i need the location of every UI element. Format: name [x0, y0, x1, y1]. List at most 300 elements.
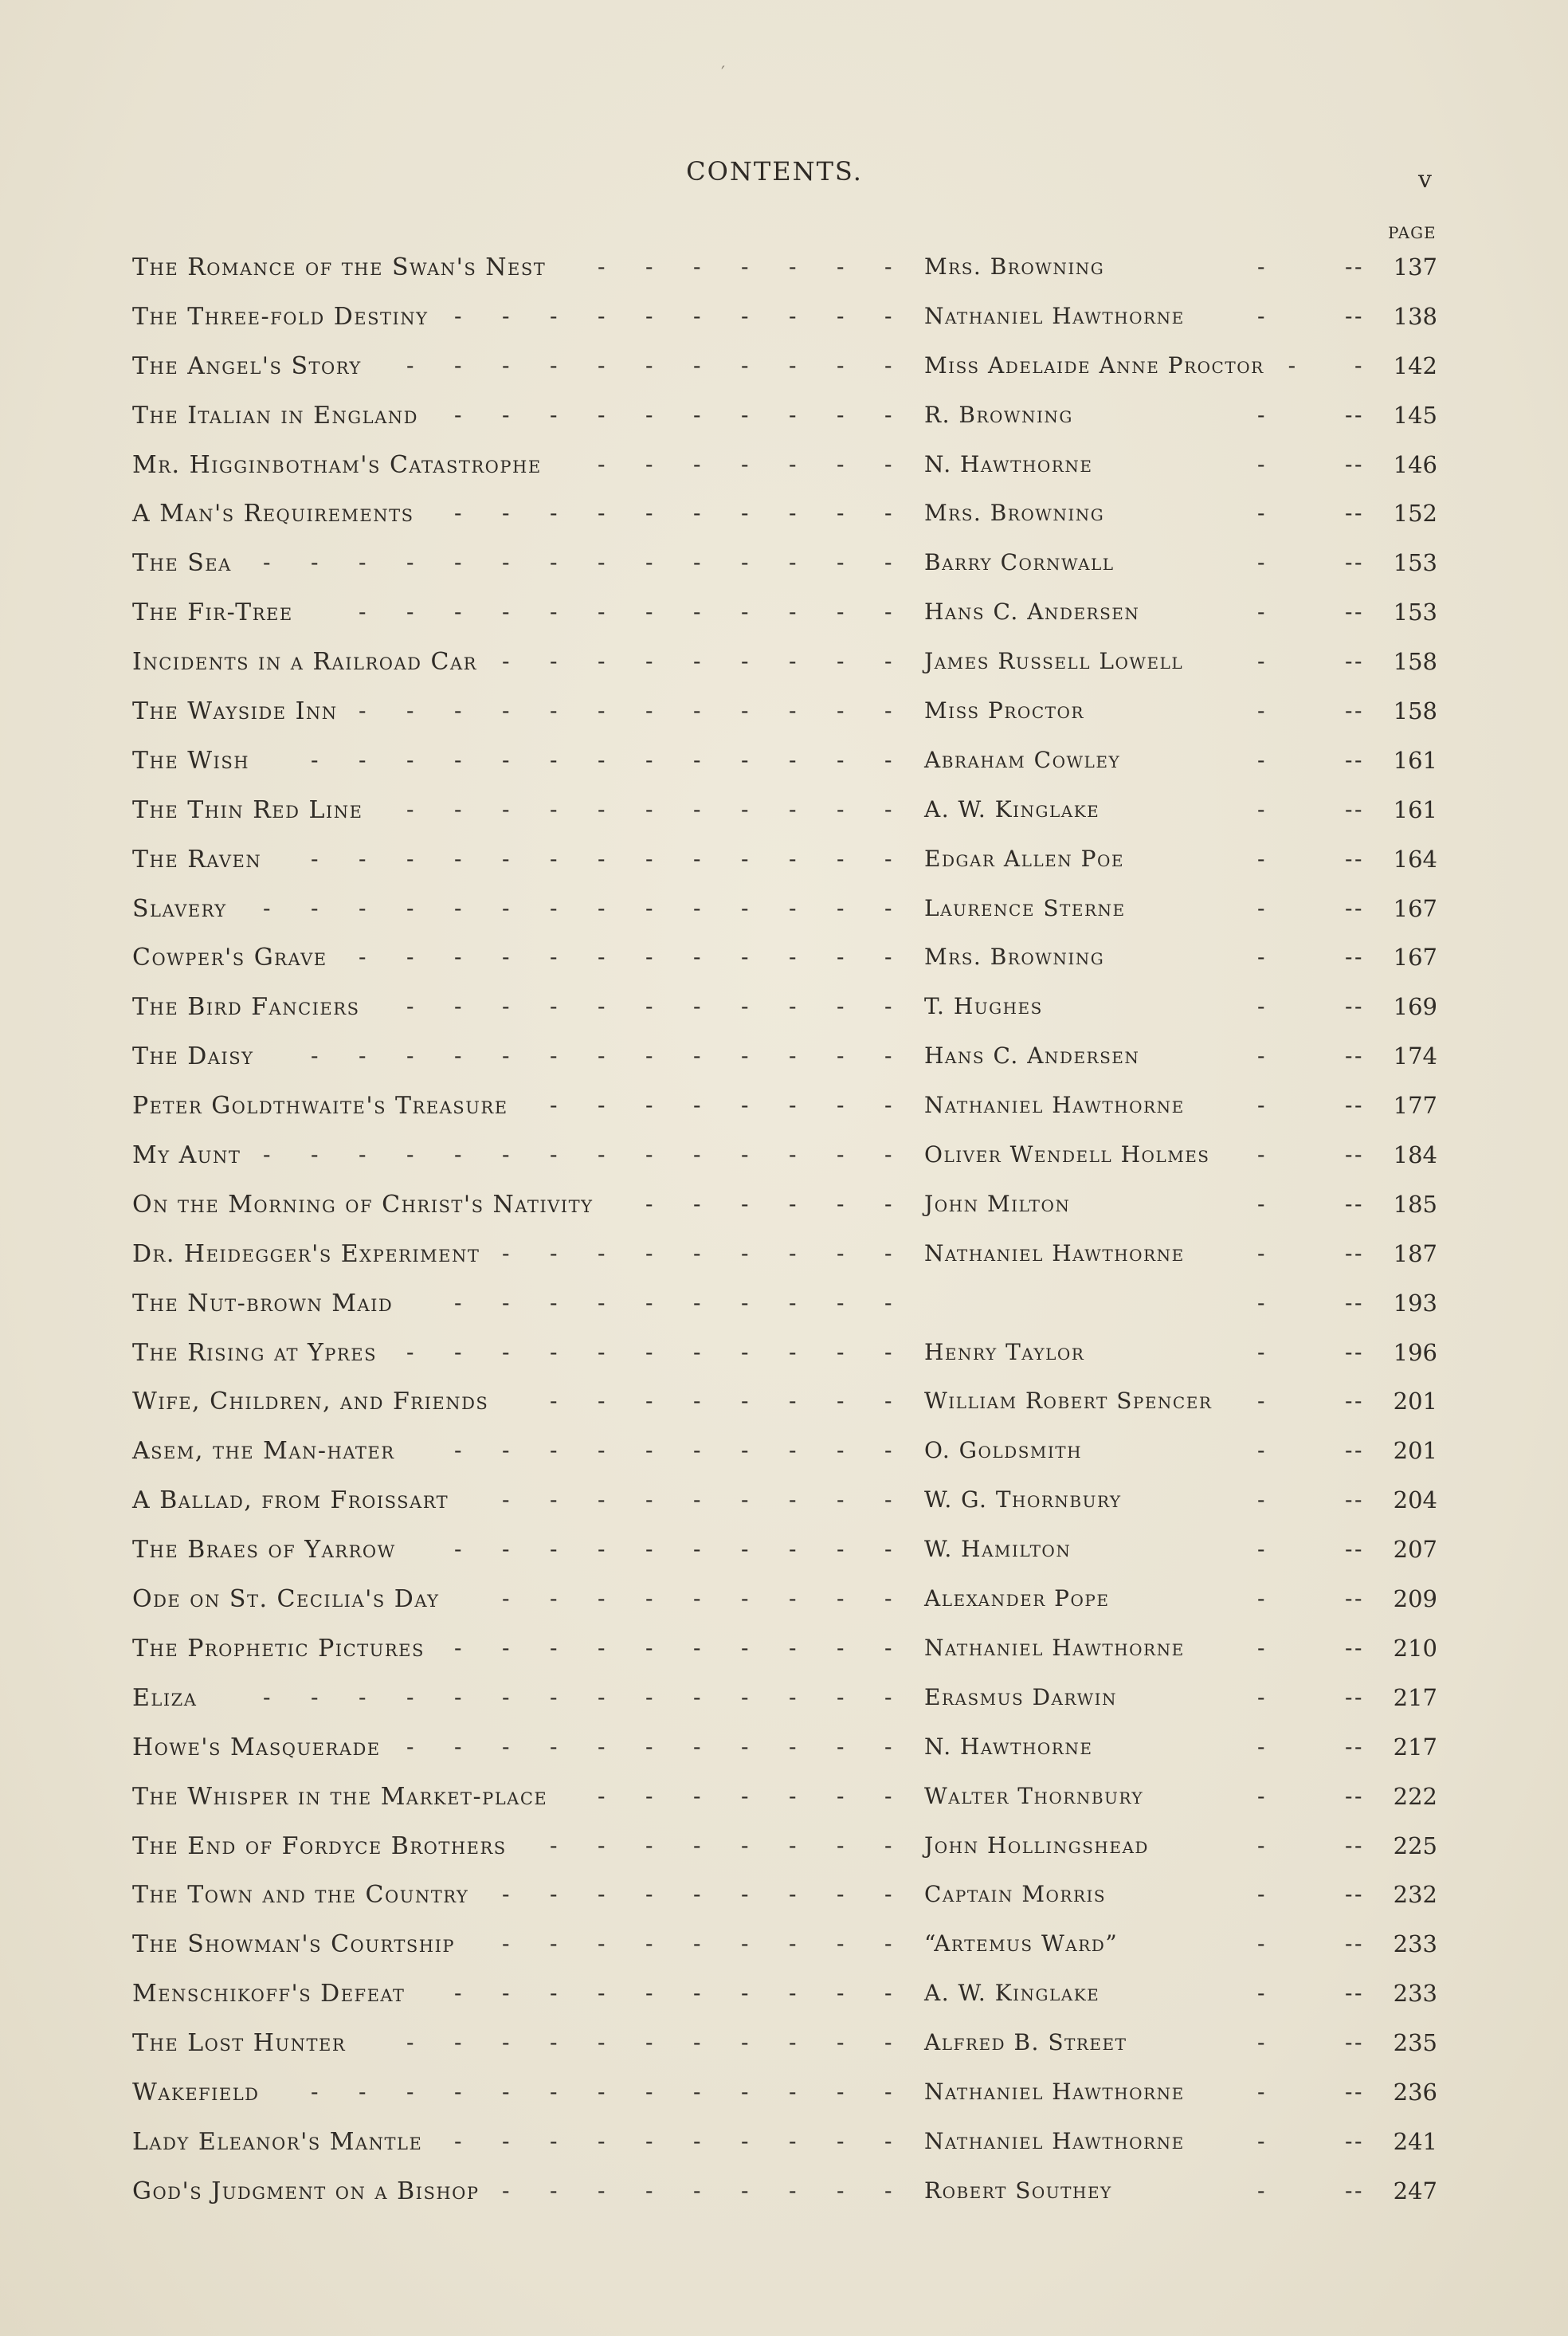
leader-dash: - [1354, 1338, 1362, 1365]
leader-dash: - [645, 1042, 653, 1070]
entry-title: A Ballad, from Froissart [132, 1486, 449, 1515]
entry-page-number: 161 [1393, 746, 1437, 774]
leader-dash: - [1257, 1190, 1265, 1217]
leader-dash: - [693, 2127, 701, 2154]
leader-dash: - [598, 1881, 606, 1908]
leader-dash: - [837, 2177, 845, 2204]
contents-entry [0, 2165, 1568, 2214]
leader-dash: - [1257, 302, 1265, 329]
leader-dash: - [884, 894, 892, 921]
leader-dash: - [1354, 549, 1362, 576]
entry-page-number: 152 [1393, 500, 1437, 528]
leader-dash: - [598, 746, 606, 773]
leader-dash: - [1345, 2029, 1353, 2056]
leader-dash: - [693, 894, 701, 921]
leader-dash: - [550, 500, 558, 527]
leader-dash: - [550, 746, 558, 773]
leader-dash: - [645, 1782, 653, 1809]
leader-dash: - [837, 1634, 845, 1661]
leader-dash: - [1257, 1683, 1265, 1710]
leader-dash: - [789, 599, 797, 626]
leader-dash: - [598, 599, 606, 626]
leader-dash: - [789, 1980, 797, 2007]
leader-dash: - [598, 1930, 606, 1957]
leader-dash: - [406, 2029, 414, 2056]
leader-dash: - [693, 1782, 701, 1809]
leader-dash: - [645, 2078, 653, 2105]
leader-dash: - [789, 302, 797, 329]
entry-title: Lady Eleanor's Mantle [132, 2127, 423, 2156]
leader-dash: - [645, 1338, 653, 1365]
contents-entry [0, 340, 1568, 389]
entry-title: Cowper's Grave [132, 944, 327, 972]
leader-dash: - [502, 2029, 510, 2056]
leader-dash: - [406, 795, 414, 823]
entry-author: Alexander Pope [924, 1585, 1110, 1612]
leader-dash: - [789, 2078, 797, 2105]
leader-dash: - [645, 993, 653, 1020]
leader-dash: - [263, 894, 271, 921]
leader-dash: - [1354, 302, 1362, 329]
entry-page-number: 153 [1393, 599, 1437, 626]
leader-dash: - [454, 1437, 462, 1464]
leader-dash: - [1257, 549, 1265, 576]
leader-dash: - [741, 302, 749, 329]
leader-dash: - [693, 1683, 701, 1710]
leader-dash: - [789, 1782, 797, 1809]
leader-dash: - [789, 450, 797, 477]
leader-dash: - [884, 450, 892, 477]
leader-dash: - [502, 1239, 510, 1266]
leader-dash: - [263, 1141, 271, 1168]
leader-dash: - [789, 993, 797, 1020]
leader-dash: - [1257, 1486, 1265, 1513]
entry-author: William Robert Spencer [924, 1388, 1213, 1415]
entry-author: Barry Cornwall [924, 549, 1115, 576]
leader-dash: - [837, 2078, 845, 2105]
leader-dash: - [1345, 450, 1353, 477]
entry-author: Henry Taylor [924, 1338, 1085, 1365]
leader-dash: - [598, 1782, 606, 1809]
leader-dash: - [837, 1782, 845, 1809]
leader-dash: - [884, 1042, 892, 1070]
leader-dash: - [550, 2078, 558, 2105]
entry-title: Slavery [132, 894, 227, 923]
leader-dash: - [1354, 1289, 1362, 1316]
leader-dash: - [1354, 1634, 1362, 1661]
leader-dash: - [789, 1634, 797, 1661]
leader-dash: - [359, 1042, 367, 1070]
leader-dash: - [598, 2078, 606, 2105]
leader-dash: - [550, 549, 558, 576]
leader-dash: - [789, 1239, 797, 1266]
leader-dash: - [550, 1930, 558, 1957]
leader-dash: - [693, 1930, 701, 1957]
leader-dash: - [741, 1486, 749, 1513]
leader-dash: - [502, 302, 510, 329]
leader-dash: - [884, 1782, 892, 1809]
leader-dash: - [884, 993, 892, 1020]
leader-dash: - [884, 549, 892, 576]
entry-title: Ode on St. Cecilia's Day [132, 1585, 440, 1614]
leader-dash: - [502, 993, 510, 1020]
leader-dash: - [741, 599, 749, 626]
leader-dash: - [502, 1536, 510, 1563]
leader-dash: - [454, 1042, 462, 1070]
leader-dash: - [741, 648, 749, 675]
leader-dash: - [502, 648, 510, 675]
leader-dash: - [1354, 1092, 1362, 1119]
page-column-label: PAGE [1388, 223, 1437, 242]
leader-dash: - [598, 648, 606, 675]
leader-dash: - [741, 401, 749, 428]
leader-dash: - [789, 1042, 797, 1070]
leader-dash: - [454, 2127, 462, 2154]
entry-author: Miss Proctor [924, 697, 1084, 724]
leader-dash: - [454, 697, 462, 724]
contents-entry [0, 685, 1568, 734]
leader-dash: - [502, 2078, 510, 2105]
leader-dash: - [550, 795, 558, 823]
entry-page-number: 137 [1393, 253, 1437, 281]
leader-dash: - [598, 401, 606, 428]
leader-dash: - [884, 2127, 892, 2154]
contents-entry [0, 734, 1568, 783]
contents-entry [0, 1178, 1568, 1227]
leader-dash: - [789, 2029, 797, 2056]
leader-dash: - [1345, 500, 1353, 527]
leader-dash: - [693, 1338, 701, 1365]
entry-page-number: 142 [1393, 351, 1437, 379]
entry-title: A Man's Requirements [132, 500, 414, 528]
leader-dash: - [789, 894, 797, 921]
leader-dash: - [454, 1634, 462, 1661]
leader-dash: - [502, 1683, 510, 1710]
leader-dash: - [645, 351, 653, 379]
leader-dash: - [1354, 993, 1362, 1020]
entry-author: Nathaniel Hawthorne [924, 2127, 1185, 2154]
entry-page-number: 201 [1393, 1388, 1437, 1415]
entry-page-number: 209 [1393, 1585, 1437, 1613]
contents-entry [0, 2016, 1568, 2066]
leader-dash: - [550, 401, 558, 428]
leader-dash: - [837, 351, 845, 379]
contents-list [0, 241, 1568, 2214]
entry-title: Menschikoff's Defeat [132, 1980, 406, 2008]
leader-dash: - [789, 1338, 797, 1365]
leader-dash: - [837, 1930, 845, 1957]
leader-dash: - [550, 351, 558, 379]
leader-dash: - [1257, 1930, 1265, 1957]
leader-dash: - [884, 1437, 892, 1464]
entry-title: The Romance of the Swan's Nest [132, 253, 547, 281]
leader-dash: - [406, 549, 414, 576]
leader-dash: - [1257, 1239, 1265, 1266]
leader-dash: - [693, 2078, 701, 2105]
leader-dash: - [1345, 1437, 1353, 1464]
leader-dash: - [693, 1733, 701, 1760]
leader-dash: - [550, 1388, 558, 1415]
leader-dash: - [693, 1980, 701, 2007]
entry-title: The Thin Red Line [132, 795, 363, 824]
entry-page-number: 222 [1393, 1782, 1437, 1810]
leader-dash: - [1354, 1930, 1362, 1957]
leader-dash: - [741, 351, 749, 379]
leader-dash: - [406, 894, 414, 921]
leader-dash: - [693, 746, 701, 773]
leader-dash: - [406, 1042, 414, 1070]
leader-dash: - [359, 944, 367, 971]
entry-page-number: 167 [1393, 894, 1437, 922]
leader-dash: - [454, 1733, 462, 1760]
leader-dash: - [789, 1141, 797, 1168]
leader-dash: - [502, 1980, 510, 2007]
leader-dash: - [598, 944, 606, 971]
leader-dash: - [359, 697, 367, 724]
leader-dash: - [693, 302, 701, 329]
leader-dash: - [502, 351, 510, 379]
leader-dash: - [1345, 2127, 1353, 2154]
entry-title: The Town and the Country [132, 1881, 469, 1910]
entry-title: Eliza [132, 1683, 198, 1712]
leader-dash: - [1257, 795, 1265, 823]
leader-dash: - [1257, 1782, 1265, 1809]
entry-title: The Raven [132, 845, 262, 874]
leader-dash: - [741, 1289, 749, 1316]
leader-dash: - [502, 1289, 510, 1316]
leader-dash: - [884, 2078, 892, 2105]
leader-dash: - [1345, 845, 1353, 872]
leader-dash: - [884, 302, 892, 329]
entry-title: Dr. Heidegger's Experiment [132, 1239, 480, 1268]
leader-dash: - [1345, 1733, 1353, 1760]
entry-title: The Showman's Courtship [132, 1930, 456, 1959]
entry-page-number: 193 [1393, 1289, 1437, 1317]
entry-author: W. G. Thornbury [924, 1486, 1122, 1513]
leader-dash: - [454, 1536, 462, 1563]
leader-dash: - [645, 1634, 653, 1661]
leader-dash: - [1257, 944, 1265, 971]
leader-dash: - [598, 2029, 606, 2056]
leader-dash: - [1257, 599, 1265, 626]
leader-dash: - [1354, 450, 1362, 477]
entry-author: Captain Morris [924, 1881, 1107, 1908]
leader-dash: - [837, 1536, 845, 1563]
leader-dash: - [693, 1042, 701, 1070]
leader-dash: - [1354, 500, 1362, 527]
leader-dash: - [837, 1437, 845, 1464]
leader-dash: - [1354, 1536, 1362, 1563]
leader-dash: - [741, 1042, 749, 1070]
leader-dash: - [1354, 845, 1362, 872]
leader-dash: - [693, 253, 701, 280]
contents-entry [0, 1572, 1568, 1622]
leader-dash: - [1354, 1437, 1362, 1464]
leader-dash: - [837, 1881, 845, 1908]
entry-page-number: 138 [1393, 302, 1437, 330]
leader-dash: - [598, 1042, 606, 1070]
leader-dash: - [598, 993, 606, 1020]
leader-dash: - [1345, 1832, 1353, 1859]
leader-dash: - [837, 450, 845, 477]
leader-dash: - [550, 845, 558, 872]
leader-dash: - [1354, 401, 1362, 428]
leader-dash: - [1345, 1141, 1353, 1168]
entry-author: A. W. Kinglake [924, 1980, 1100, 2007]
leader-dash: - [550, 2029, 558, 2056]
leader-dash: - [1345, 1388, 1353, 1415]
leader-dash: - [645, 2177, 653, 2204]
leader-dash: - [645, 401, 653, 428]
leader-dash: - [1257, 1092, 1265, 1119]
contents-entry [0, 980, 1568, 1030]
entry-page-number: 161 [1393, 795, 1437, 823]
leader-dash: - [454, 944, 462, 971]
contents-entry [0, 1671, 1568, 1721]
leader-dash: - [741, 1536, 749, 1563]
leader-dash: - [502, 599, 510, 626]
leader-dash: - [741, 1832, 749, 1859]
leader-dash: - [741, 1437, 749, 1464]
leader-dash: - [406, 1338, 414, 1365]
contents-entry [0, 1523, 1568, 1572]
contents-entry [0, 438, 1568, 488]
leader-dash: - [406, 845, 414, 872]
leader-dash: - [1345, 253, 1353, 280]
leader-dash: - [359, 894, 367, 921]
leader-dash: - [502, 1437, 510, 1464]
entry-author: Alfred B. Street [924, 2029, 1127, 2056]
entry-title: The Sea [132, 549, 232, 578]
leader-dash: - [837, 1683, 845, 1710]
leader-dash: - [837, 2127, 845, 2154]
entry-page-number: 187 [1393, 1239, 1437, 1267]
entry-title: The Fir-Tree [132, 599, 293, 627]
contents-entry [0, 1868, 1568, 1918]
leader-dash: - [502, 1733, 510, 1760]
leader-dash: - [1257, 1832, 1265, 1859]
leader-dash: - [741, 944, 749, 971]
leader-dash: - [502, 795, 510, 823]
leader-dash: - [741, 795, 749, 823]
contents-entry [0, 635, 1568, 685]
leader-dash: - [645, 2127, 653, 2154]
leader-dash: - [1354, 1733, 1362, 1760]
entry-page-number: 217 [1393, 1733, 1437, 1761]
leader-dash: - [502, 746, 510, 773]
leader-dash: - [598, 1733, 606, 1760]
entry-page-number: 225 [1393, 1832, 1437, 1859]
entry-page-number: 185 [1393, 1190, 1437, 1218]
leader-dash: - [741, 1980, 749, 2007]
leader-dash: - [598, 845, 606, 872]
leader-dash: - [837, 648, 845, 675]
leader-dash: - [598, 1980, 606, 2007]
leader-dash: - [1354, 648, 1362, 675]
leader-dash: - [1257, 1388, 1265, 1415]
leader-dash: - [789, 1289, 797, 1316]
leader-dash: - [454, 2029, 462, 2056]
entry-page-number: 158 [1393, 648, 1437, 676]
leader-dash: - [406, 2078, 414, 2105]
entry-author: Nathaniel Hawthorne [924, 2078, 1185, 2105]
entry-author: Robert Southey [924, 2177, 1112, 2204]
page-title: CONTENTS. [686, 156, 863, 186]
contents-entry [0, 1129, 1568, 1178]
entry-author: Edgar Allen Poe [924, 845, 1124, 872]
leader-dash: - [1345, 1881, 1353, 1908]
leader-dash: - [789, 944, 797, 971]
leader-dash: - [550, 302, 558, 329]
leader-dash: - [1257, 993, 1265, 1020]
leader-dash: - [884, 2029, 892, 2056]
leader-dash: - [884, 1289, 892, 1316]
leader-dash: - [741, 1881, 749, 1908]
leader-dash: - [837, 500, 845, 527]
leader-dash: - [741, 1782, 749, 1809]
leader-dash: - [1257, 500, 1265, 527]
leader-dash: - [502, 401, 510, 428]
leader-dash: - [550, 993, 558, 1020]
leader-dash: - [645, 1486, 653, 1513]
contents-entry [0, 586, 1568, 635]
entry-title: Howe's Masquerade [132, 1733, 381, 1761]
leader-dash: - [598, 1437, 606, 1464]
leader-dash: - [789, 351, 797, 379]
leader-dash: - [693, 450, 701, 477]
leader-dash: - [1257, 1141, 1265, 1168]
leader-dash: - [1345, 1585, 1353, 1612]
leader-dash: - [454, 302, 462, 329]
leader-dash: - [693, 500, 701, 527]
leader-dash: - [789, 2127, 797, 2154]
leader-dash: - [263, 549, 271, 576]
contents-entry [0, 783, 1568, 833]
leader-dash: - [1354, 1486, 1362, 1513]
leader-dash: - [884, 599, 892, 626]
leader-dash: - [550, 1486, 558, 1513]
leader-dash: - [884, 1536, 892, 1563]
entry-title: Wife, Children, and Friends [132, 1388, 489, 1416]
leader-dash: - [1345, 1190, 1353, 1217]
leader-dash: - [645, 302, 653, 329]
leader-dash: - [550, 1042, 558, 1070]
leader-dash: - [645, 1092, 653, 1119]
leader-dash: - [1354, 894, 1362, 921]
leader-dash: - [789, 549, 797, 576]
leader-dash: - [550, 894, 558, 921]
leader-dash: - [1354, 599, 1362, 626]
contents-entry [0, 1622, 1568, 1671]
entry-page-number: 145 [1393, 401, 1437, 429]
leader-dash: - [311, 2078, 319, 2105]
leader-dash: - [550, 2177, 558, 2204]
leader-dash: - [1257, 253, 1265, 280]
leader-dash: - [550, 1683, 558, 1710]
leader-dash: - [645, 450, 653, 477]
entry-title: The Italian in England [132, 401, 418, 430]
leader-dash: - [693, 697, 701, 724]
leader-dash: - [550, 599, 558, 626]
leader-dash: - [837, 894, 845, 921]
leader-dash: - [741, 2029, 749, 2056]
leader-dash: - [837, 302, 845, 329]
leader-dash: - [454, 1980, 462, 2007]
entry-author: “Artemus Ward” [924, 1930, 1119, 1957]
leader-dash: - [837, 1733, 845, 1760]
leader-dash: - [645, 1930, 653, 1957]
leader-dash: - [1354, 351, 1362, 379]
